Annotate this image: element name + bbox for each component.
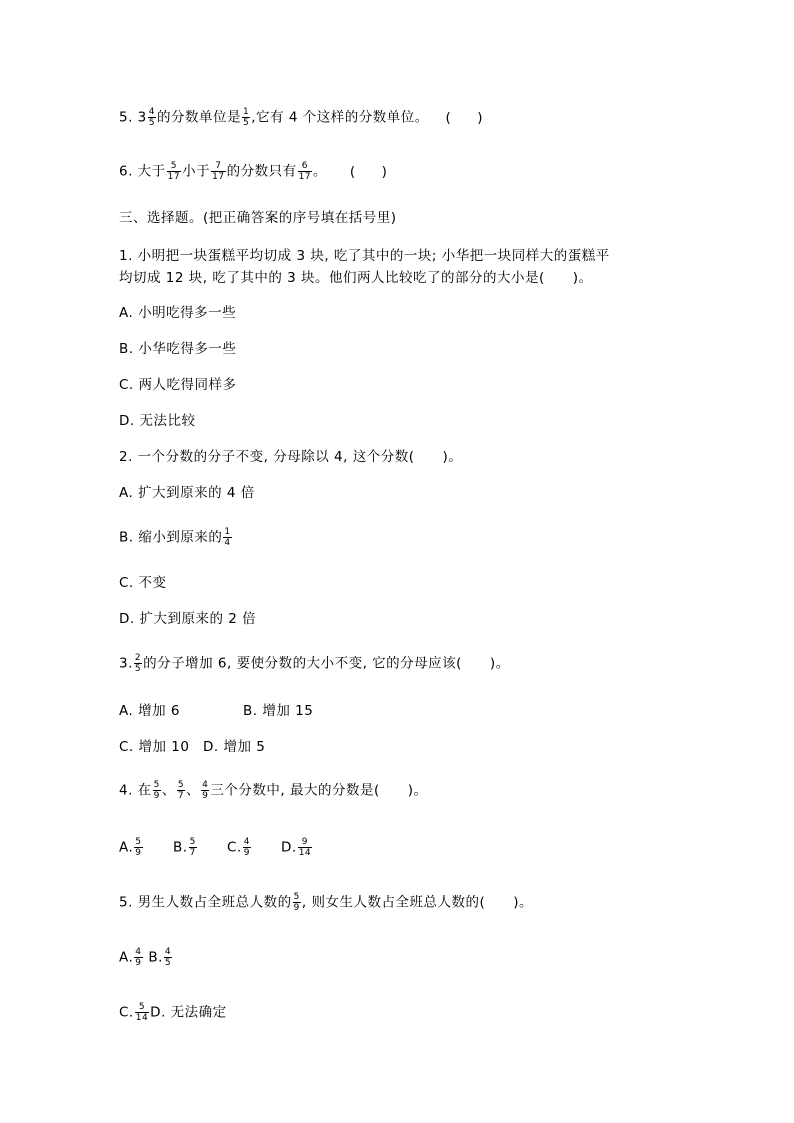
option-d[interactable]: D. 扩大到原来的 2 倍 <box>119 611 257 627</box>
option-a-b[interactable]: A. $\frac{4}{9}$ B. $\frac{4}{5}$ <box>119 947 172 968</box>
option-c[interactable]: C. 不变 <box>119 575 167 591</box>
fraction: $\frac{5}{9}$ <box>153 780 160 801</box>
fraction: $\frac{1}{4}$ <box>224 527 231 548</box>
option-a[interactable]: A. $\frac{5}{9}$ <box>119 837 142 858</box>
fraction: $\frac{2}{5}$ <box>134 653 142 674</box>
option-b[interactable]: B. 缩小到原来的 $\frac{1}{4}$ <box>119 527 231 548</box>
option-c[interactable]: C. $\frac{4}{9}$ <box>227 837 250 858</box>
fraction: $\frac{4}{5}$ <box>164 947 172 968</box>
fraction: $\frac{5}{9}$ <box>135 837 142 858</box>
fraction: $\frac{5}{14}$ <box>135 1002 149 1023</box>
option-a[interactable]: A. 增加 6 <box>119 703 180 719</box>
fraction: $\frac{5}{7}$ <box>177 780 185 801</box>
fraction: $\frac{5}{9}$ <box>293 892 300 913</box>
choice-question-4: 4. 在 $\frac{5}{9}$ 、 $\frac{5}{7}$ 、 $\frac{4}{9}$ 三个分数中, 最大的分数是( )。 <box>119 780 428 801</box>
option-d[interactable]: D. 增加 5 <box>203 739 266 755</box>
option-c-d[interactable]: C. $\frac{5}{14}$ D. 无法确定 <box>119 1002 227 1023</box>
option-a[interactable]: A. 扩大到原来的 4 倍 <box>119 485 255 501</box>
option-b[interactable]: B. $\frac{5}{7}$ <box>173 837 196 858</box>
choice-question-1-line1: 1. 小明把一块蛋糕平均切成 3 块, 吃了其中的一块; 小华把一块同样大的蛋糕平 <box>119 248 610 264</box>
fraction: $\frac{5}{17}$ <box>167 161 181 182</box>
option-d[interactable]: D. 无法比较 <box>119 413 196 429</box>
option-c[interactable]: C. 两人吃得同样多 <box>119 377 237 393</box>
option-a[interactable]: A. 小明吃得多一些 <box>119 305 237 321</box>
fraction: $\frac{9}{14}$ <box>298 837 312 858</box>
section-title: 三、选择题。(把正确答案的序号填在括号里) <box>119 210 397 226</box>
choice-question-2: 2. 一个分数的分子不变, 分母除以 4, 这个分数( )。 <box>119 449 463 465</box>
judge-question-5: 5. 3 $\frac{4}{5}$ 的分数单位是 $\frac{1}{5}$ ,它有 4 个这样的分数单位。 ( ) <box>119 107 484 128</box>
fraction: $\frac{5}{7}$ <box>189 837 196 858</box>
judge-question-6: 6. 大于 $\frac{5}{17}$ 小于 $\frac{7}{17}$ 的分数只有 $\frac{6}{17}$ 。 ( ) <box>119 161 388 182</box>
fraction: $\frac{6}{17}$ <box>298 161 312 182</box>
option-b[interactable]: B. 增加 15 <box>243 703 314 719</box>
fraction: $\frac{4}{5}$ <box>148 107 155 128</box>
option-b[interactable]: B. 小华吃得多一些 <box>119 341 237 357</box>
choice-question-5: 5. 男生人数占全班总人数的 $\frac{5}{9}$ , 则女生人数占全班总人数的( )。 <box>119 892 534 913</box>
option-c[interactable]: C. 增加 10 <box>119 739 190 755</box>
option-d[interactable]: D. $\frac{9}{14}$ <box>281 837 312 858</box>
answer-paren[interactable]: ( ) <box>349 163 388 180</box>
answer-paren[interactable]: ( ) <box>445 109 484 126</box>
fraction: $\frac{4}{9}$ <box>202 780 209 801</box>
choice-question-3: 3. $\frac{2}{5}$ 的分子增加 6, 要使分数的大小不变, 它的分母应该( )。 <box>119 653 510 674</box>
fraction: $\frac{4}{9}$ <box>135 947 142 968</box>
fraction: $\frac{1}{5}$ <box>243 107 250 128</box>
fraction: $\frac{4}{9}$ <box>243 837 250 858</box>
fraction: $\frac{7}{17}$ <box>212 161 225 182</box>
choice-question-1-line2: 均切成 12 块, 吃了其中的 3 块。他们两人比较吃了的部分的大小是( )。 <box>119 270 593 286</box>
